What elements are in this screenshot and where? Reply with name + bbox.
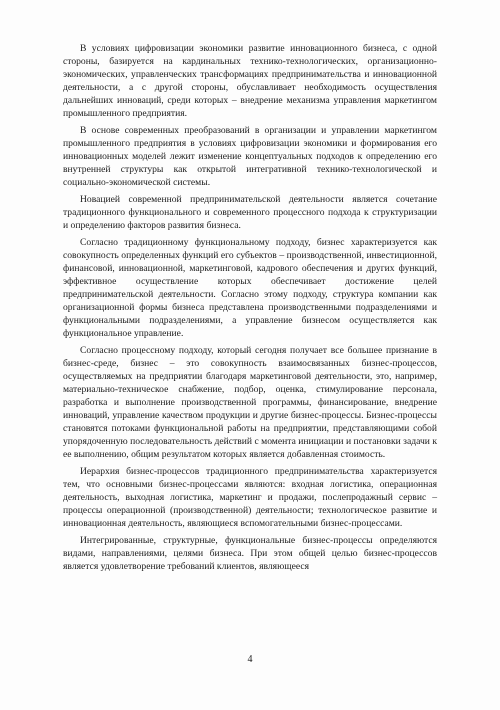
paragraph-4: Согласно традиционному функциональному подходу, бизнес характеризуется как совокупность определенных функций его субъектов – производственной, инвестиционной, финансовой, инновационной, маркетинговой, кадрового обеспечения и других функций, эффективное осуществление которых обеспечивает достижение целей предпринимательской деятельности. Согласно этому подходу, структура компании как организационной формы бизнеса представлена производственными подразделениями и функциональными подразделениями, а управление бизнесом осуществляется как функциональное управление. bbox=[63, 237, 437, 339]
page-number: 4 bbox=[247, 654, 253, 665]
paragraph-1: В условиях цифровизации экономики развитие инновационного бизнеса, с одной стороны, базируется на кардинальных технико-технологических, организационно-экономических, управленческих трансформациях предпринимательства и инновационной деятельности, а с другой стороны, обуславливает необходимость осуществления дальнейших инноваций, среди которых – внедрение механизма управления маркетингом промышленного предприятия. bbox=[63, 43, 437, 119]
paragraph-2: В основе современных преобразований в организации и управлении маркетингом промышленного предприятия в условиях цифровизации экономики и формирования его инновационных моделей лежит изменение концептуальных подходов к определению его внутренней структуры как открытой интегративной технико-технологической и социально-экономической системы. bbox=[63, 125, 437, 188]
paragraph-5: Согласно процессному подходу, который сегодня получает все большее признание в бизнес-среде, бизнес – это совокупность взаимосвязанных бизнес-процессов, осуществляемых на предприятии благодаря маркетинговой деятельности, это, например, материально-техническое снабжение, подбор, оценка, стимулирование персонала, разработка и выполнение производственной программы, финансирование, внедрение инноваций, управление качеством продукции и другие бизнес-процессы. Бизнес-процессы становятся потоками функциональной работы на предприятии, представляющими собой упорядоченную последовательность действий с момента инициации и постановки задачи к ее выполнению, общим результатом которых является добавленная стоимость. bbox=[63, 345, 437, 460]
paragraph-6: Иерархия бизнес-процессов традиционного предпринимательства характеризуется тем, что основными бизнес-процессами являются: входная логистика, операционная деятельность, выходная логистика, маркетинг и продажи, послепродажный сервис – процессы операционной (производственной) деятельности; технологическое развитие и инновационная деятельность, являющиеся вспомогательными бизнес-процессами. bbox=[63, 466, 437, 529]
paragraph-7: Интегрированные, структурные, функциональные бизнес-процессы определяются видами, направлениями, целями бизнеса. При этом общей целью бизнес-процессов является удовлетворение требований клиентов, являющееся bbox=[63, 535, 437, 572]
body-text bbox=[63, 42, 437, 577]
paragraph-3: Новацией современной предпринимательской деятельности является сочетание традиционного функционального и современного процессного подхода к структуризации и определению факторов развития бизнеса. bbox=[63, 194, 437, 231]
